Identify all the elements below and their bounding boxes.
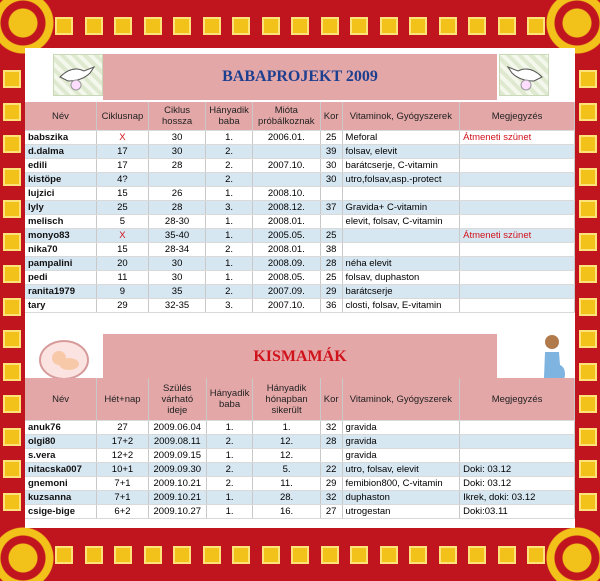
ornament-square bbox=[173, 546, 191, 564]
table-cell: 28 bbox=[320, 435, 342, 449]
table-cell: 1. bbox=[253, 421, 320, 435]
ornament-square bbox=[468, 17, 486, 35]
page-title: BABAPROJEKT 2009 bbox=[103, 54, 497, 100]
section-title: KISMAMÁK bbox=[103, 334, 497, 380]
column-header: Hányadik baba bbox=[206, 378, 253, 421]
content-sheet bbox=[25, 48, 575, 528]
table-cell: Átmeneti szünet bbox=[460, 229, 575, 243]
table-row bbox=[25, 257, 575, 271]
table-cell: Doki:03.11 bbox=[460, 505, 575, 519]
table-cell: 2006.01. bbox=[252, 131, 320, 145]
ornament-square bbox=[579, 460, 597, 478]
ornament-square bbox=[409, 17, 427, 35]
table-cell: 1. bbox=[206, 215, 253, 229]
table-cell: folsav, duphaston bbox=[342, 271, 460, 285]
table-cell: 2. bbox=[206, 435, 253, 449]
table-cell: 25 bbox=[320, 229, 342, 243]
table-row bbox=[25, 449, 575, 463]
table-cell bbox=[342, 243, 460, 257]
table-cell: néha elevit bbox=[342, 257, 460, 271]
ornament-square bbox=[579, 233, 597, 251]
member-name: csige-bige bbox=[25, 505, 97, 519]
ornament-square bbox=[439, 17, 457, 35]
ornament-square bbox=[232, 546, 250, 564]
border-ornaments-bottom bbox=[55, 545, 545, 565]
member-name: melisch bbox=[25, 215, 96, 229]
column-header: Vitaminok, Gyógyszerek bbox=[342, 102, 460, 131]
table-row bbox=[25, 201, 575, 215]
sun-ornament-icon bbox=[542, 523, 600, 581]
table-cell: gravida bbox=[342, 449, 460, 463]
table-cell: X bbox=[96, 229, 148, 243]
table-row bbox=[25, 285, 575, 299]
ornament-square bbox=[85, 546, 103, 564]
ornament-square bbox=[3, 298, 21, 316]
table-cell: 2. bbox=[206, 285, 253, 299]
table-cell: duphaston bbox=[342, 491, 460, 505]
table-cell: 2008.05. bbox=[252, 271, 320, 285]
ornament-square bbox=[203, 546, 221, 564]
table-cell: 10+1 bbox=[97, 463, 149, 477]
table-cell: 1. bbox=[206, 491, 253, 505]
column-header: Ciklus hossza bbox=[148, 102, 205, 131]
table-cell: Ikrek, doki: 03.12 bbox=[460, 491, 575, 505]
table-cell: 1. bbox=[206, 421, 253, 435]
table-cell: 1. bbox=[206, 229, 253, 243]
table-cell bbox=[460, 435, 575, 449]
table-cell: 2009.10.21 bbox=[148, 477, 206, 491]
ornament-square bbox=[55, 546, 73, 564]
table-cell: 28 bbox=[148, 201, 205, 215]
ornament-square bbox=[579, 363, 597, 381]
table-cell bbox=[460, 421, 575, 435]
ornament-square bbox=[350, 17, 368, 35]
table-cell: 2009.06.04 bbox=[148, 421, 206, 435]
table-cell: femibion800, C-vitamin bbox=[342, 477, 460, 491]
ornament-square bbox=[262, 546, 280, 564]
kismamak-table bbox=[25, 378, 575, 519]
ornament-square bbox=[468, 546, 486, 564]
table-cell bbox=[342, 229, 460, 243]
table-cell: 12+2 bbox=[97, 449, 149, 463]
table-cell bbox=[252, 145, 320, 159]
ornament-square bbox=[579, 330, 597, 348]
table-cell: 2008.01. bbox=[252, 243, 320, 257]
column-header: Megjegyzés bbox=[460, 378, 575, 421]
table-cell: 2. bbox=[206, 477, 253, 491]
member-name: monyo83 bbox=[25, 229, 96, 243]
ornament-square bbox=[3, 330, 21, 348]
column-header: Vitaminok, Gyógyszerek bbox=[342, 378, 460, 421]
ornament-square bbox=[579, 265, 597, 283]
table-cell: 11 bbox=[96, 271, 148, 285]
ornament-square bbox=[579, 103, 597, 121]
table-cell: 17+2 bbox=[97, 435, 149, 449]
ornament-square bbox=[114, 546, 132, 564]
table-cell: 28. bbox=[253, 491, 320, 505]
table-cell: 2. bbox=[206, 173, 253, 187]
table-row bbox=[25, 159, 575, 173]
table-cell: 30 bbox=[320, 173, 342, 187]
table-row bbox=[25, 477, 575, 491]
table-cell bbox=[460, 215, 575, 229]
table-cell bbox=[342, 187, 460, 201]
ornament-square bbox=[3, 363, 21, 381]
ornament-square bbox=[3, 493, 21, 511]
table-cell: 32 bbox=[320, 491, 342, 505]
member-name: lujzici bbox=[25, 187, 96, 201]
member-name: gnemoni bbox=[25, 477, 97, 491]
table-cell: 2. bbox=[206, 243, 253, 257]
table-cell: 29 bbox=[96, 299, 148, 313]
table-cell: 2009.10.21 bbox=[148, 491, 206, 505]
member-name: edili bbox=[25, 159, 96, 173]
table-cell: barátcserje bbox=[342, 285, 460, 299]
table-cell: 36 bbox=[320, 299, 342, 313]
ornament-square bbox=[527, 17, 545, 35]
ornament-square bbox=[579, 298, 597, 316]
member-name: pedi bbox=[25, 271, 96, 285]
table-row bbox=[25, 187, 575, 201]
table-cell: 2. bbox=[206, 159, 253, 173]
member-name: lyly bbox=[25, 201, 96, 215]
column-header: Kor bbox=[320, 102, 342, 131]
table-cell bbox=[460, 187, 575, 201]
table-row bbox=[25, 505, 575, 519]
table-cell bbox=[460, 159, 575, 173]
table-cell bbox=[460, 271, 575, 285]
table-cell: 28 bbox=[320, 257, 342, 271]
column-header: Mióta próbálkoznak bbox=[252, 102, 320, 131]
member-name: ranita1979 bbox=[25, 285, 96, 299]
table-cell: Doki: 03.12 bbox=[460, 477, 575, 491]
table-cell bbox=[460, 173, 575, 187]
table-cell: 2. bbox=[206, 145, 253, 159]
ornament-square bbox=[291, 546, 309, 564]
member-name: nitacska007 bbox=[25, 463, 97, 477]
table-cell: 37 bbox=[320, 201, 342, 215]
ornament-square bbox=[3, 200, 21, 218]
border-ornaments-right bbox=[578, 70, 598, 511]
table-cell: 2009.10.27 bbox=[148, 505, 206, 519]
ornament-square bbox=[3, 395, 21, 413]
ornament-square bbox=[498, 546, 516, 564]
table-cell: X bbox=[96, 131, 148, 145]
ornament-square bbox=[380, 17, 398, 35]
table-cell: 30 bbox=[148, 145, 205, 159]
ornament-square bbox=[3, 265, 21, 283]
ornament-square bbox=[3, 168, 21, 186]
table-row bbox=[25, 491, 575, 505]
table-cell: 12. bbox=[253, 449, 320, 463]
table-cell bbox=[320, 449, 342, 463]
table-cell: 6+2 bbox=[97, 505, 149, 519]
member-name: pampalini bbox=[25, 257, 96, 271]
column-header: Név bbox=[25, 102, 96, 131]
table-row bbox=[25, 421, 575, 435]
ornament-square bbox=[3, 233, 21, 251]
ornament-square bbox=[527, 546, 545, 564]
member-name: kistöpe bbox=[25, 173, 96, 187]
column-header: Kor bbox=[320, 378, 342, 421]
table-row bbox=[25, 435, 575, 449]
table-cell: 3. bbox=[206, 201, 253, 215]
ornament-square bbox=[144, 546, 162, 564]
table-cell: 1. bbox=[206, 449, 253, 463]
table-cell: 2007.10. bbox=[252, 299, 320, 313]
ornament-square bbox=[144, 17, 162, 35]
table-cell bbox=[460, 145, 575, 159]
table-cell: Gravida+ C-vitamin bbox=[342, 201, 460, 215]
table-cell: closti, folsav, E-vitamin bbox=[342, 299, 460, 313]
table-cell: 30 bbox=[148, 131, 205, 145]
table-cell: 29 bbox=[320, 285, 342, 299]
ornament-square bbox=[291, 17, 309, 35]
table-cell: utro, folsav, elevit bbox=[342, 463, 460, 477]
column-header: Hányadik hónapban sikerült bbox=[253, 378, 320, 421]
table-cell: 1. bbox=[206, 131, 253, 145]
table-cell bbox=[460, 257, 575, 271]
table-cell bbox=[460, 243, 575, 257]
table-row bbox=[25, 173, 575, 187]
member-name: nika70 bbox=[25, 243, 96, 257]
table-row bbox=[25, 463, 575, 477]
table-row bbox=[25, 145, 575, 159]
table-row bbox=[25, 229, 575, 243]
table-cell: 17 bbox=[96, 145, 148, 159]
ornament-square bbox=[498, 17, 516, 35]
table-cell: Átmeneti szünet bbox=[460, 131, 575, 145]
table-cell: 30 bbox=[148, 271, 205, 285]
table-cell bbox=[320, 215, 342, 229]
ornament-square bbox=[3, 460, 21, 478]
table-cell: utro,folsav,asp.-protect bbox=[342, 173, 460, 187]
table-cell: barátcserje, C-vitamin bbox=[342, 159, 460, 173]
table-cell: Doki: 03.12 bbox=[460, 463, 575, 477]
column-header: Hét+nap bbox=[97, 378, 149, 421]
table-cell: 1. bbox=[206, 271, 253, 285]
baby-icon bbox=[39, 340, 89, 380]
table-cell: 2005.05. bbox=[252, 229, 320, 243]
table-cell: 7+1 bbox=[97, 491, 149, 505]
stork-icon bbox=[499, 54, 549, 96]
table-cell: 17 bbox=[96, 159, 148, 173]
ornament-square bbox=[232, 17, 250, 35]
table-cell: utrogestan bbox=[342, 505, 460, 519]
column-header: Ciklusnap bbox=[96, 102, 148, 131]
table-cell: 1. bbox=[206, 187, 253, 201]
table-cell: 1. bbox=[206, 505, 253, 519]
table-cell: 27 bbox=[320, 505, 342, 519]
table-cell bbox=[252, 173, 320, 187]
table-cell bbox=[320, 187, 342, 201]
column-header: Szülés várható ideje bbox=[148, 378, 206, 421]
table-cell: 25 bbox=[320, 131, 342, 145]
table-cell bbox=[148, 173, 205, 187]
table-cell: 32-35 bbox=[148, 299, 205, 313]
table-cell: 16. bbox=[253, 505, 320, 519]
stork-icon bbox=[53, 54, 103, 96]
babaprojekt-table bbox=[25, 102, 575, 313]
table-cell: 2009.09.30 bbox=[148, 463, 206, 477]
table-cell: 2009.09.15 bbox=[148, 449, 206, 463]
table-cell: 25 bbox=[320, 271, 342, 285]
member-name: s.vera bbox=[25, 449, 97, 463]
ornament-square bbox=[321, 17, 339, 35]
member-name: babszika bbox=[25, 131, 96, 145]
table-cell: 25 bbox=[96, 201, 148, 215]
table-cell: 28-34 bbox=[148, 243, 205, 257]
border-ornaments-left bbox=[2, 70, 22, 511]
table-cell: 2007.09. bbox=[252, 285, 320, 299]
table-cell bbox=[460, 299, 575, 313]
member-name: kuzsanna bbox=[25, 491, 97, 505]
table-row bbox=[25, 299, 575, 313]
table-cell: 3. bbox=[206, 299, 253, 313]
table-cell: 1. bbox=[206, 257, 253, 271]
table-cell: 9 bbox=[96, 285, 148, 299]
ornament-square bbox=[262, 17, 280, 35]
table-cell: 30 bbox=[148, 257, 205, 271]
table-row bbox=[25, 243, 575, 257]
table-cell bbox=[460, 285, 575, 299]
ornament-square bbox=[380, 546, 398, 564]
table-cell: 27 bbox=[97, 421, 149, 435]
ornament-square bbox=[579, 168, 597, 186]
ornament-square bbox=[439, 546, 457, 564]
table-cell: 2008.01. bbox=[252, 215, 320, 229]
table-cell: gravida bbox=[342, 421, 460, 435]
table-cell: 2009.08.11 bbox=[148, 435, 206, 449]
table-cell: 35-40 bbox=[148, 229, 205, 243]
column-header: Név bbox=[25, 378, 97, 421]
table-cell: Meforal bbox=[342, 131, 460, 145]
table-cell: 5. bbox=[253, 463, 320, 477]
table-cell: 28 bbox=[148, 159, 205, 173]
ornament-square bbox=[203, 17, 221, 35]
ornament-square bbox=[55, 17, 73, 35]
ornament-square bbox=[3, 70, 21, 88]
ornament-square bbox=[321, 546, 339, 564]
table-row bbox=[25, 215, 575, 229]
ornament-square bbox=[3, 135, 21, 153]
ornament-square bbox=[579, 135, 597, 153]
table-cell: 11. bbox=[253, 477, 320, 491]
table-cell: 39 bbox=[320, 145, 342, 159]
table-row bbox=[25, 271, 575, 285]
table-cell: 15 bbox=[96, 243, 148, 257]
ornament-square bbox=[409, 546, 427, 564]
table-cell: 2008.12. bbox=[252, 201, 320, 215]
column-header: Hányadik baba bbox=[206, 102, 253, 131]
table-cell: 30 bbox=[320, 159, 342, 173]
table-cell bbox=[460, 201, 575, 215]
table-cell: 2007.10. bbox=[252, 159, 320, 173]
table-cell: 20 bbox=[96, 257, 148, 271]
ornament-square bbox=[579, 200, 597, 218]
table-cell: 5 bbox=[96, 215, 148, 229]
table-cell: elevit, folsav, C-vitamin bbox=[342, 215, 460, 229]
column-header: Megjegyzés bbox=[460, 102, 575, 131]
table-cell: 12. bbox=[253, 435, 320, 449]
ornament-square bbox=[3, 428, 21, 446]
table-cell: 2008.09. bbox=[252, 257, 320, 271]
table-cell: 35 bbox=[148, 285, 205, 299]
ornament-square bbox=[350, 546, 368, 564]
sun-ornament-icon bbox=[0, 523, 58, 581]
member-name: tary bbox=[25, 299, 96, 313]
table-cell: folsav, elevit bbox=[342, 145, 460, 159]
table-cell: 2008.10. bbox=[252, 187, 320, 201]
ornament-square bbox=[3, 103, 21, 121]
member-name: d.dalma bbox=[25, 145, 96, 159]
table-cell: 26 bbox=[148, 187, 205, 201]
table-cell: 32 bbox=[320, 421, 342, 435]
table-cell: 22 bbox=[320, 463, 342, 477]
ornament-square bbox=[85, 17, 103, 35]
ornament-square bbox=[173, 17, 191, 35]
table-cell: 38 bbox=[320, 243, 342, 257]
border-ornaments-top bbox=[55, 16, 545, 36]
ornament-square bbox=[579, 493, 597, 511]
ornament-square bbox=[579, 428, 597, 446]
table-row bbox=[25, 131, 575, 145]
table-cell: 2. bbox=[206, 463, 253, 477]
table-cell: gravida bbox=[342, 435, 460, 449]
member-name: anuk76 bbox=[25, 421, 97, 435]
table-cell: 29 bbox=[320, 477, 342, 491]
ornament-square bbox=[114, 17, 132, 35]
ornament-square bbox=[579, 70, 597, 88]
table-cell: 4? bbox=[96, 173, 148, 187]
ornament-square bbox=[579, 395, 597, 413]
table-cell bbox=[460, 449, 575, 463]
table-cell: 28-30 bbox=[148, 215, 205, 229]
table-cell: 15 bbox=[96, 187, 148, 201]
table-cell: 7+1 bbox=[97, 477, 149, 491]
member-name: olgi80 bbox=[25, 435, 97, 449]
